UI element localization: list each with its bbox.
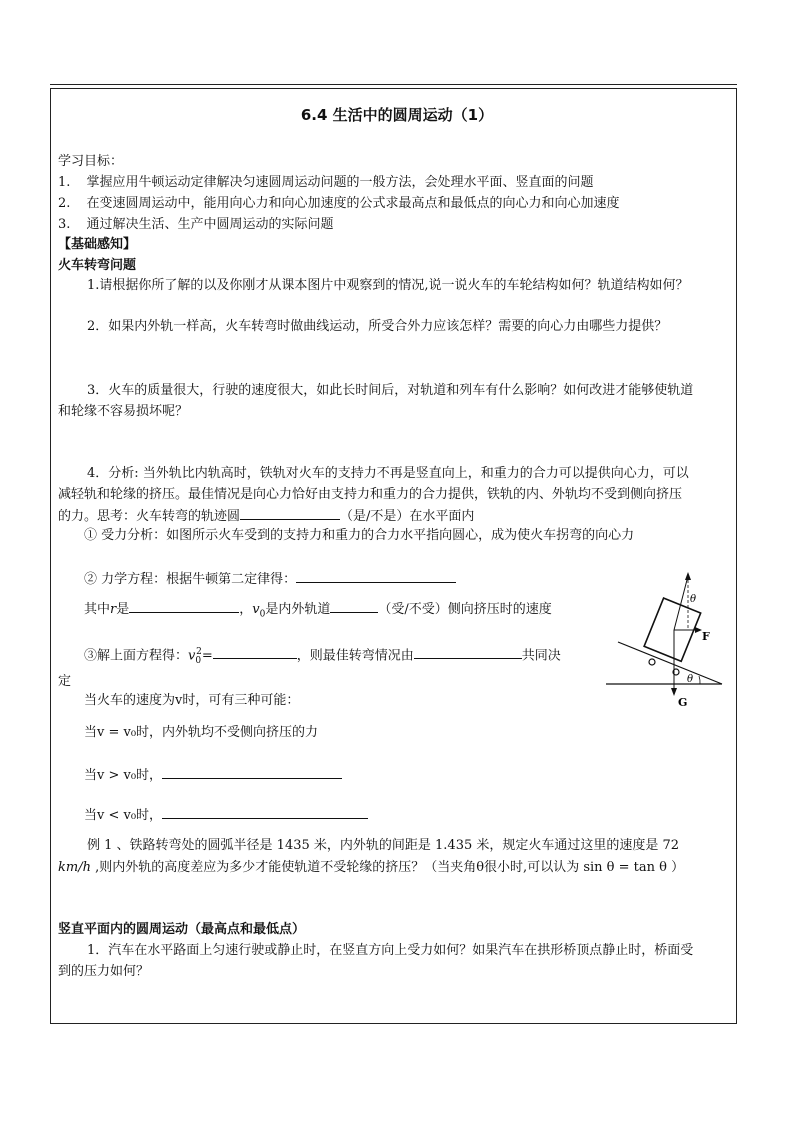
objective-num: 1. <box>58 175 71 190</box>
case-less <box>84 806 368 824</box>
step-3-text: = <box>201 648 213 664</box>
question-4-line1: 4．分析: 当外轨比内轨高时，铁轨对火车的支持力不再是竖直向上，和重力的合力可以提供向心力，可以 <box>87 466 689 481</box>
fill-blank[interactable] <box>129 600 239 613</box>
objective-text: 通过解决生活、生产中圆周运动的实际问题 <box>86 217 334 232</box>
where-text: ， <box>239 602 253 617</box>
unit-kmh: km/h <box>58 860 91 875</box>
speed-intro: 当火车的速度为v时，可有三种可能： <box>84 693 300 708</box>
step-2-where <box>84 600 552 623</box>
fill-blank[interactable] <box>213 646 297 659</box>
gravity-g-label: G <box>678 696 688 708</box>
page-title: 6.4 生活中的圆周运动（1） <box>300 106 494 124</box>
fill-blank[interactable] <box>414 646 522 659</box>
arrow-down-icon <box>671 688 677 696</box>
example-1-line1: 例 1 、铁路转弯处的圆弧半径是 1435 米，内外轨的间距是 1.435 米，规定火车通过这里的速度是 72 <box>87 838 680 853</box>
subscript: 0 <box>195 655 202 666</box>
objective-num: 2. <box>58 196 71 211</box>
objective-text: 掌握应用牛顿运动定律解决匀速圆周运动问题的一般方法，会处理水平面、竖直面的问题 <box>86 175 594 190</box>
q4-text: （是/不是）在水平面内 <box>340 509 475 524</box>
theta-label: θ <box>690 594 697 605</box>
step-3-text: 共同决 <box>521 648 561 664</box>
where-text: 其中 <box>84 602 111 617</box>
step-1: ① 受力分析：如图所示火车受到的支持力和重力的合力水平指向圆心，成为使火车拐弯的向心力 <box>84 528 635 543</box>
section-basic: 【基础感知】 <box>58 237 137 252</box>
page-top-rule <box>50 84 737 85</box>
where-text: （受/不受）侧向挤压时的速度 <box>378 602 552 617</box>
objective-1 <box>58 175 594 191</box>
fill-blank[interactable] <box>162 806 368 819</box>
train-heading: 火车转弯问题 <box>58 258 137 273</box>
objective-2 <box>58 196 620 212</box>
where-text: 是 <box>116 602 130 617</box>
symbol-v: v <box>188 648 196 664</box>
where-text: 是内外轨道 <box>265 602 331 617</box>
step-3 <box>84 644 561 669</box>
case-greater <box>84 766 342 784</box>
objective-3 <box>58 217 334 233</box>
symbol-v: v <box>252 602 260 617</box>
angle-arc <box>699 676 700 684</box>
arrow-right-icon <box>695 627 702 633</box>
question-4-line3 <box>58 507 474 525</box>
question-3-line1: 3．火车的质量很大，行驶的速度很大，如此长时间后，对轨道和列车有什么影响？如何改进才能够使轨道 <box>87 383 694 398</box>
fill-blank[interactable] <box>240 507 340 520</box>
objectives-heading: 学习目标： <box>58 154 124 169</box>
train-force-diagram <box>604 568 724 708</box>
superscript: 2 <box>196 647 202 657</box>
arrow-up-icon <box>685 572 691 580</box>
case-equal: 当v = v₀时，内外轨均不受侧向挤压的力 <box>84 725 319 740</box>
example-text: ,则内外轨的高度差应为多少才能使轨道不受轮缘的挤压？（当夹角θ很小时,可以认为 sin θ = tan θ ） <box>90 860 685 875</box>
question-4-line2: 减轻轨和轮缘的挤压。最佳情况是向心力恰好由支持力和重力的合力提供，铁轨的内、外轨均不受到侧向挤压 <box>58 487 683 502</box>
step-3-text: ③解上面方程得： <box>84 648 189 664</box>
question-2: 2．如果内外轨一样高，火车转弯时做曲线运动，所受合外力应该怎样？需要的向心力由哪些力提供？ <box>87 319 668 334</box>
fill-blank[interactable] <box>330 600 378 613</box>
objective-num: 3. <box>58 217 71 232</box>
example-1-line2 <box>58 860 684 876</box>
objective-text: 在变速圆周运动中，能用向心力和向心加速度的公式求最高点和最低点的向心力和向心加速度 <box>86 196 620 211</box>
vertical-q1-line1: 1．汽车在水平路面上匀速行驶或静止时，在竖直方向上受力如何？如果汽车在拱形桥顶点静止时，桥面受 <box>87 943 694 958</box>
case-text: 当v < v₀时， <box>84 808 163 823</box>
step-3-cont: 定 <box>58 674 72 689</box>
q4-text: 的力。思考：火车转弯的轨迹圆 <box>58 509 241 524</box>
step-3-text: ，则最佳转弯情况由 <box>296 648 414 664</box>
vertical-heading: 竖直平面内的圆周运动（最高点和最低点） <box>58 922 306 937</box>
fill-blank[interactable] <box>296 570 456 583</box>
vertical-q1-line2: 到的压力如何？ <box>58 964 150 979</box>
symbol-r: r <box>110 602 117 617</box>
wheel-icon <box>649 659 655 665</box>
step-2-text: ② 力学方程：根据牛顿第二定律得： <box>84 572 297 587</box>
fill-blank[interactable] <box>162 766 342 779</box>
case-text: 当v > v₀时， <box>84 768 163 783</box>
theta-label: θ <box>687 674 694 685</box>
question-3-line2: 和轮缘不容易损坏呢？ <box>58 404 189 419</box>
step-2 <box>84 570 456 588</box>
force-f-label: F <box>702 630 710 643</box>
question-1: 1.请根据你所了解的以及你刚才从课本图片中观察到的情况,说一说火车的车轮结构如何？轨道结构如何？ <box>87 278 689 293</box>
subscript: 0 <box>259 609 266 620</box>
